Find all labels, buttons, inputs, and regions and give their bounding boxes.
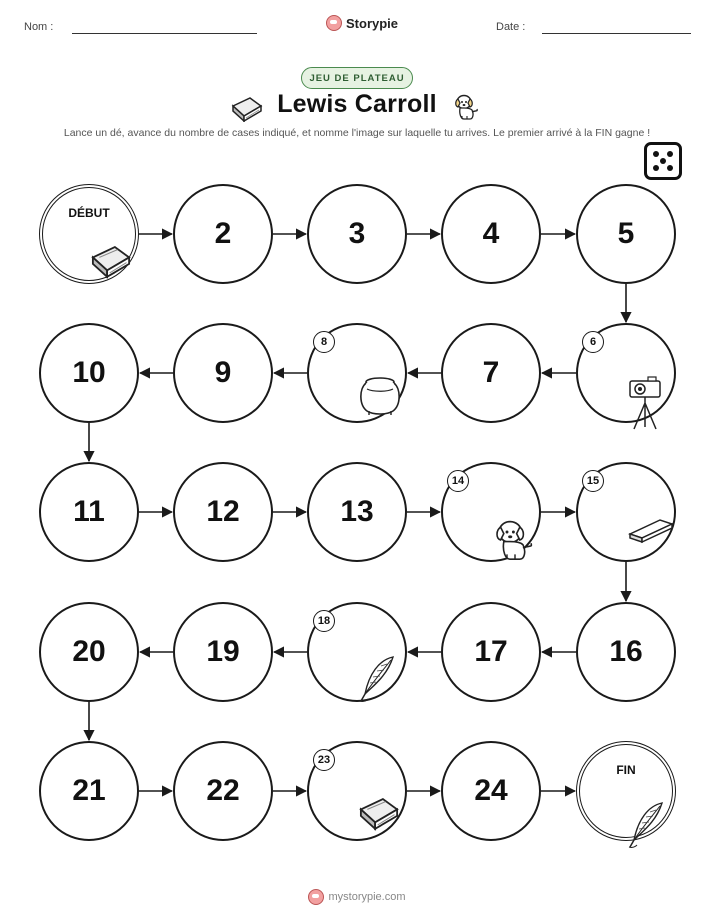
cell-number: 11 — [73, 495, 105, 528]
board-cell-10 — [39, 323, 139, 423]
game-instructions: Lance un dé, avance du nombre de cases indiqué, et nomme l'image sur laquelle tu arrives. Le premier arrivé à la FIN gagne ! — [63, 127, 651, 139]
board-cell-3 — [307, 184, 407, 284]
cell-label: DÉBUT — [68, 206, 110, 220]
cell-number: 5 — [617, 217, 635, 250]
board-cell-21 — [39, 741, 139, 841]
cell-number: 24 — [474, 774, 508, 807]
board-cell-4 — [441, 184, 541, 284]
board-cell-20 — [39, 602, 139, 702]
board-cell-7 — [441, 323, 541, 423]
finish-cell — [576, 741, 676, 841]
start-cell — [39, 184, 139, 284]
board-cell-18 — [307, 602, 407, 702]
cell-number: 7 — [482, 356, 500, 389]
name-label: Nom : — [24, 21, 54, 33]
board-cell-14 — [441, 462, 541, 562]
cell-number: 10 — [72, 356, 106, 389]
cell-number-badge: 15 — [582, 470, 604, 492]
board-cell-23 — [307, 741, 407, 841]
board-cell-17 — [441, 602, 541, 702]
board-cell-8 — [307, 323, 407, 423]
cell-number: 19 — [206, 635, 240, 668]
board-cell-12 — [173, 462, 273, 562]
cell-number-badge: 14 — [447, 470, 469, 492]
board-cell-22 — [173, 741, 273, 841]
brand-name: Storypie — [346, 15, 399, 31]
cell-number-badge: 18 — [313, 610, 335, 632]
board-cell-6 — [576, 323, 676, 423]
date-label: Date : — [496, 21, 526, 33]
board-cell-2 — [173, 184, 273, 284]
footer-site: mystorypie.com — [328, 891, 406, 903]
board-cell-15 — [576, 462, 676, 562]
board-cell-9 — [173, 323, 273, 423]
cell-number: 21 — [72, 774, 106, 807]
cell-label: FIN — [616, 763, 636, 777]
board-cell-16 — [576, 602, 676, 702]
cell-number-badge: 8 — [313, 331, 335, 353]
cell-number: 9 — [214, 356, 232, 389]
footer — [0, 889, 714, 905]
board-cell-24 — [441, 741, 541, 841]
cell-number: 12 — [206, 495, 240, 528]
cell-number: 4 — [482, 217, 500, 250]
cell-number: 3 — [348, 217, 366, 250]
board-cell-13 — [307, 462, 407, 562]
page-title: Lewis Carroll — [277, 90, 437, 118]
cell-number: 2 — [214, 217, 232, 250]
cell-number: 20 — [72, 635, 106, 668]
board-cell-19 — [173, 602, 273, 702]
cell-number: 13 — [340, 495, 374, 528]
cell-number: 17 — [474, 635, 508, 668]
board-cell-11 — [39, 462, 139, 562]
cell-number: 22 — [206, 774, 240, 807]
pig-mascot-icon — [308, 889, 324, 905]
cell-number-badge: 23 — [313, 749, 335, 771]
game-type-tag: JEU DE PLATEAU — [301, 67, 413, 89]
cell-number-badge: 6 — [582, 331, 604, 353]
board-cell-5 — [576, 184, 676, 284]
cell-number: 16 — [609, 635, 643, 668]
